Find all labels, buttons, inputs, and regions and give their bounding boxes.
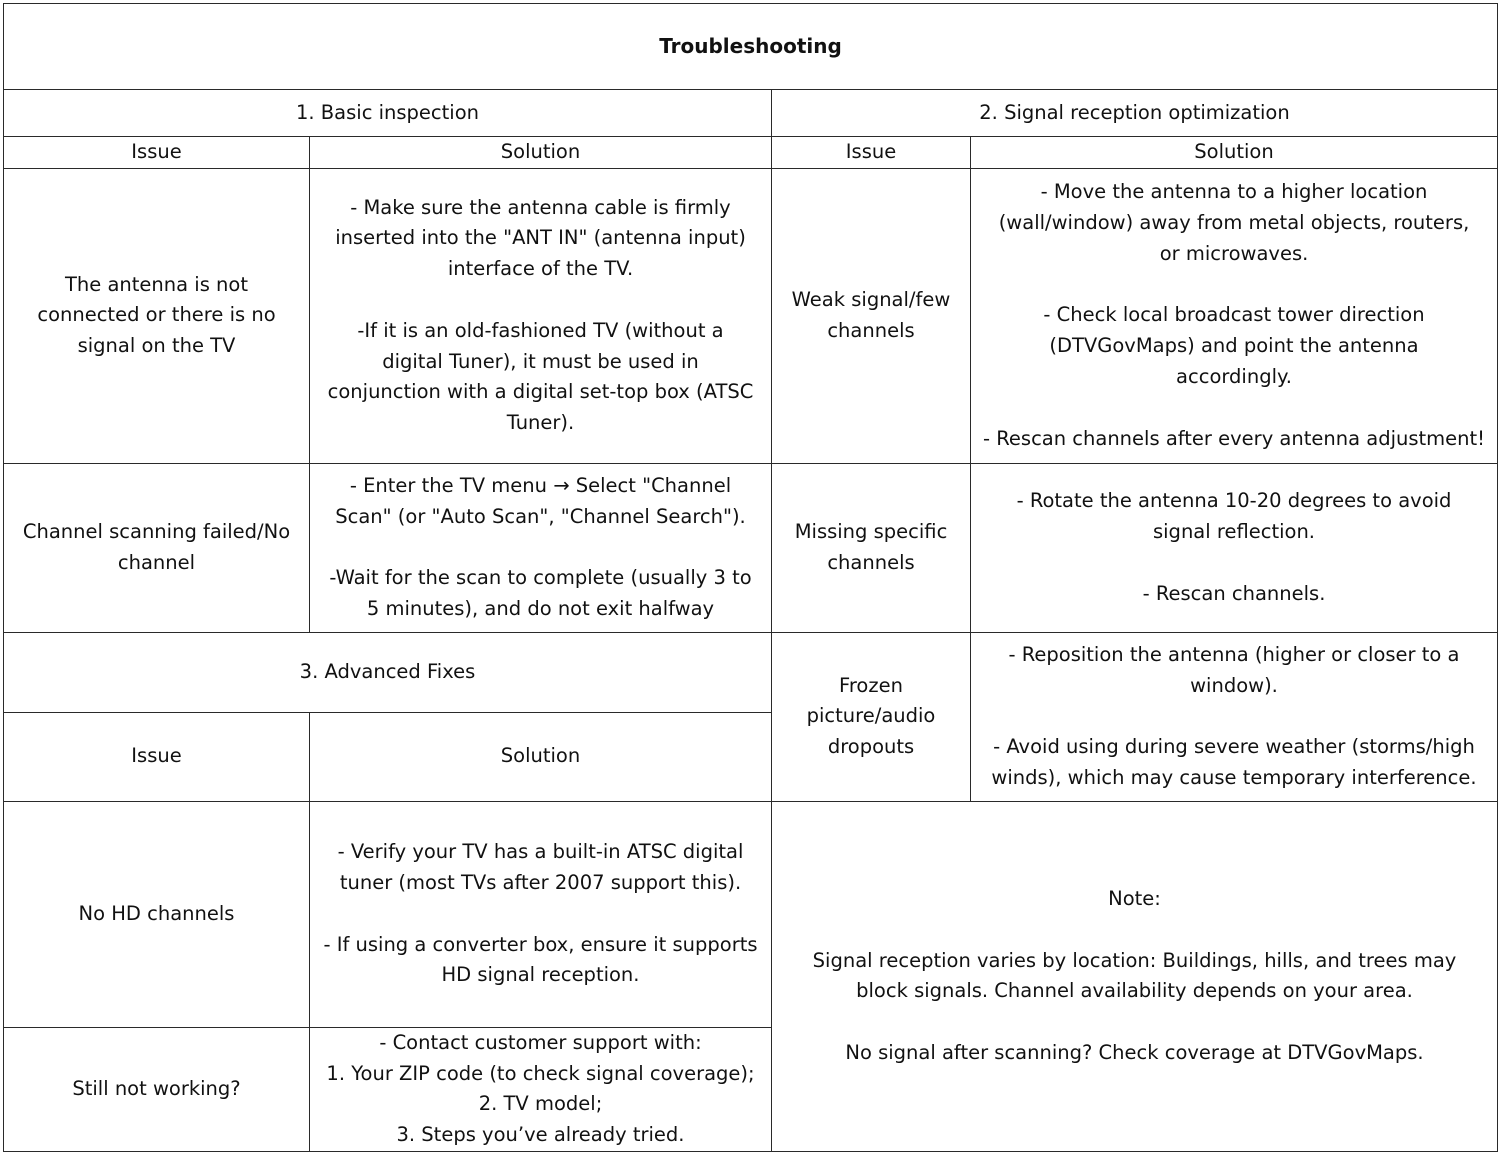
blank-line [975,270,1493,301]
section-heading-advanced-fixes: 3. Advanced Fixes [4,632,772,712]
text-line: - Make sure the antenna cable is firmly [350,195,731,219]
advanced-issue-cell [4,1027,310,1151]
text-line: - Check local broadcast tower direction [1043,303,1425,327]
section-heading-signal-optimization: 2. Signal reception optimization [772,90,1498,137]
blank-line [975,393,1493,424]
signal-issue-header: Issue [772,137,971,169]
text-line: block signals. Channel availability depends on your area. [856,979,1413,1003]
blank-line [975,548,1493,579]
advanced-solution-cell [310,801,772,1027]
advanced-issue-header: Issue [4,712,310,801]
text-line: digital Tuner), it must be used in [382,349,699,373]
advanced-solution-header: Solution [310,712,772,801]
text-line: signal reflection. [1152,520,1316,543]
text-line: -Wait for the scan to complete (usually 3 to [329,566,752,590]
signal-solution-header: Solution [971,137,1498,169]
blank-line [314,899,767,930]
text-line: Channel scanning failed/No [22,520,291,543]
basic-solution-cell [310,168,772,463]
text-line: Tuner). [506,411,575,435]
basic-issue-cell [4,168,310,463]
basic-solution-cell [310,463,772,632]
text-line: - Verify your TV has a built-in ATSC digital [337,840,744,864]
blank-line [314,285,767,316]
text-line: No signal after scanning? Check coverage at DTVGovMaps. [845,1040,1424,1064]
text-line: conjunction with a digital set-top box (ATSC [327,380,754,404]
text-line: Missing specific [794,520,948,543]
basic-issue-cell [4,463,310,632]
advanced-solution-cell [310,1027,772,1151]
note-cell [772,801,1498,1151]
text-line: window). [1190,673,1278,697]
text-line: inserted into the "ANT IN" (antenna input) [335,226,746,250]
blank-line [314,532,767,563]
text-line: HD signal reception. [441,963,640,987]
text-line: - Contact customer support with: [379,1030,702,1054]
text-line: winds), which may cause temporary interference. [991,765,1477,789]
text-line: Scan" (or "Auto Scan", "Channel Search"). [335,504,746,528]
text-line: Frozen [839,673,903,697]
text-line: - If using a converter box, ensure it supports [323,932,758,956]
text-line: accordingly. [1176,364,1292,388]
text-line: Signal reception varies by location: Buildings, hills, and trees may [812,948,1457,972]
troubleshooting-table-wrapper [3,3,1498,1152]
text-line: The antenna is not [65,272,248,296]
text-line: 5 minutes), and do not exit halfway [366,596,715,620]
text-line: 1. Your ZIP code (to check signal coverage); [326,1061,755,1085]
text-line: interface of the TV. [447,257,634,281]
text-line: - Enter the TV menu → Select "Channel [349,473,732,497]
advanced-issue-cell [4,801,310,1027]
signal-solution-cell [971,632,1498,801]
text-line: picture/audio [806,704,936,728]
text-line: channel [117,550,196,574]
text-line: signal on the TV [77,334,236,358]
text-line: - Rescan channels. [1142,581,1326,605]
text-line: dropouts [827,735,915,759]
signal-issue-cell [772,463,971,632]
troubleshooting-table [3,3,1498,1152]
signal-solution-cell [971,168,1498,463]
basic-issue-header: Issue [4,137,310,169]
blank-line [776,1007,1493,1038]
basic-solution-header: Solution [310,137,772,169]
text-line: or microwaves. [1159,241,1309,265]
text-line: - Avoid using during severe weather (storms/high [993,735,1475,759]
text-line: - Reposition the antenna (higher or closer to a [1008,642,1460,666]
text-line: tuner (most TVs after 2007 support this). [339,871,742,895]
signal-solution-cell [971,463,1498,632]
blank-line [975,701,1493,732]
signal-issue-cell [772,632,971,801]
text-line: (DTVGovMaps) and point the antenna [1049,334,1419,358]
section-heading-basic-inspection: 1. Basic inspection [4,90,772,137]
text-line: - Rotate the antenna 10-20 degrees to avoid [1016,489,1452,513]
text-line: - Move the antenna to a higher location [1040,180,1428,204]
text-line: channels [827,318,915,342]
text-line: channels [827,550,915,574]
text-line: No HD channels [78,901,235,925]
text-line: (wall/window) away from metal objects, routers, [998,211,1470,234]
blank-line [776,915,1493,946]
text-line: Note: [1108,887,1161,910]
text-line: - Rescan channels after every antenna adjustment! [983,426,1485,450]
text-line: connected or there is no [37,303,276,327]
text-line: Weak signal/few [791,288,951,311]
text-line: 3. Steps you’ve already tried. [396,1123,685,1147]
text-line: 2. TV model; [478,1092,603,1116]
signal-issue-cell [772,168,971,463]
text-line: -If it is an old-fashioned TV (without a [357,318,724,342]
text-line: Still not working? [72,1076,241,1100]
table-title: Troubleshooting [4,4,1498,90]
